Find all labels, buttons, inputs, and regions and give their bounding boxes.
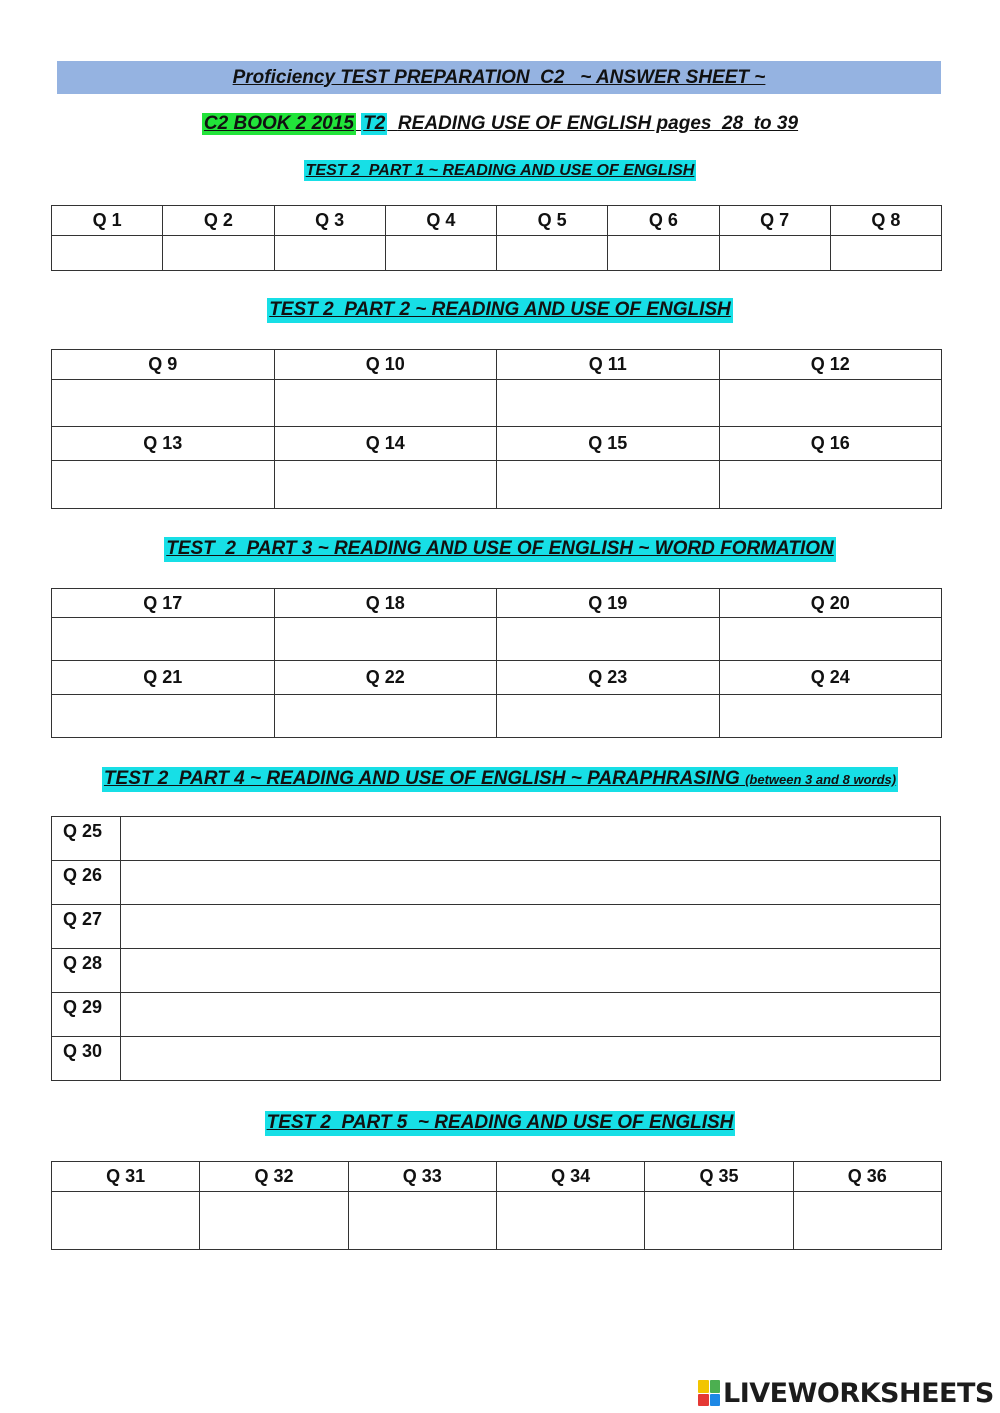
question-label: Q 14: [274, 427, 497, 461]
question-label: Q 35: [645, 1162, 793, 1192]
logo-square: [710, 1380, 721, 1393]
question-label: Q 17: [52, 589, 275, 618]
question-label: Q 13: [52, 427, 275, 461]
title-bar: [57, 61, 941, 94]
answer-cell[interactable]: [52, 380, 275, 427]
part3-heading: TEST 2 PART 3 ~ READING AND USE OF ENGLISH ~ WORD FORMATION: [164, 537, 836, 562]
answer-cell[interactable]: [719, 461, 942, 509]
question-label: Q 22: [274, 661, 497, 695]
question-label: Q 30: [52, 1037, 121, 1081]
question-label: Q 25: [52, 817, 121, 861]
part4-answer-table: [51, 816, 941, 1081]
question-label: Q 15: [497, 427, 720, 461]
test-label: T2: [363, 113, 386, 134]
question-label: Q 1: [52, 206, 163, 236]
answer-cell[interactable]: [52, 618, 275, 661]
part4-heading-text: TEST 2 PART 4 ~ READING AND USE OF ENGLISH ~ PARAPHRASING: [103, 768, 746, 789]
question-label: Q 16: [719, 427, 942, 461]
question-label: Q 27: [52, 905, 121, 949]
answer-cell[interactable]: [496, 1192, 644, 1250]
logo-square: [710, 1394, 721, 1407]
question-label: Q 23: [497, 661, 720, 695]
answer-line[interactable]: [121, 993, 941, 1037]
part2-answer-table: [51, 349, 942, 509]
answer-cell[interactable]: [830, 236, 941, 271]
answer-cell[interactable]: [52, 236, 163, 271]
question-label: Q 8: [830, 206, 941, 236]
liveworksheets-logo[interactable]: [698, 1376, 994, 1410]
answer-cell[interactable]: [52, 461, 275, 509]
answer-cell[interactable]: [274, 695, 497, 738]
answer-cell[interactable]: [274, 618, 497, 661]
question-label: Q 11: [497, 350, 720, 380]
subtitle-text: READING USE OF ENGLISH pages 28 to 39: [397, 113, 799, 134]
page-title: Proficiency TEST PREPARATION C2 ~ ANSWER SHEET ~: [232, 66, 766, 88]
part3-answer-table: [51, 588, 942, 738]
question-label: Q 32: [200, 1162, 348, 1192]
question-label: Q 33: [348, 1162, 496, 1192]
part1-heading: TEST 2 PART 1 ~ READING AND USE OF ENGLISH: [304, 160, 697, 181]
answer-cell[interactable]: [497, 461, 720, 509]
question-label: Q 5: [497, 206, 608, 236]
part5-answer-table: [51, 1161, 942, 1250]
answer-cell[interactable]: [497, 618, 720, 661]
answer-cell[interactable]: [719, 695, 942, 738]
question-label: Q 3: [274, 206, 385, 236]
question-label: Q 20: [719, 589, 942, 618]
question-label: Q 24: [719, 661, 942, 695]
answer-cell[interactable]: [719, 618, 942, 661]
question-label: Q 26: [52, 861, 121, 905]
question-label: Q 36: [793, 1162, 941, 1192]
answer-cell[interactable]: [274, 461, 497, 509]
question-label: Q 9: [52, 350, 275, 380]
question-label: Q 12: [719, 350, 942, 380]
logo-square: [698, 1380, 709, 1393]
question-label: Q 10: [274, 350, 497, 380]
answer-cell[interactable]: [719, 380, 942, 427]
answer-cell[interactable]: [52, 1192, 200, 1250]
answer-cell[interactable]: [52, 695, 275, 738]
question-label: Q 34: [496, 1162, 644, 1192]
answer-line[interactable]: [121, 861, 941, 905]
question-label: Q 6: [608, 206, 719, 236]
part4-heading-row: [0, 767, 1000, 792]
logo-icon: [698, 1380, 720, 1406]
part5-heading: TEST 2 PART 5 ~ READING AND USE OF ENGLISH: [265, 1111, 736, 1136]
answer-cell[interactable]: [385, 236, 496, 271]
answer-cell[interactable]: [497, 695, 720, 738]
logo-square: [698, 1394, 709, 1407]
answer-cell[interactable]: [348, 1192, 496, 1250]
question-label: Q 4: [385, 206, 496, 236]
answer-cell[interactable]: [274, 236, 385, 271]
answer-line[interactable]: [121, 905, 941, 949]
part5-heading-row: [0, 1111, 1000, 1136]
answer-line[interactable]: [121, 949, 941, 993]
subtitle: [0, 108, 1000, 140]
question-label: Q 18: [274, 589, 497, 618]
question-label: Q 31: [52, 1162, 200, 1192]
question-label: Q 29: [52, 993, 121, 1037]
answer-cell[interactable]: [793, 1192, 941, 1250]
part2-heading: TEST 2 PART 2 ~ READING AND USE OF ENGLISH: [267, 298, 733, 323]
answer-cell[interactable]: [497, 380, 720, 427]
logo-text: LIVEWORKSHEETS: [723, 1377, 994, 1409]
question-label: Q 2: [163, 206, 274, 236]
answer-line[interactable]: [121, 1037, 941, 1081]
answer-cell[interactable]: [274, 380, 497, 427]
answer-cell[interactable]: [719, 236, 830, 271]
answer-cell[interactable]: [497, 236, 608, 271]
part4-heading-note: (between 3 and 8 words): [745, 772, 897, 787]
question-label: Q 21: [52, 661, 275, 695]
question-label: Q 19: [497, 589, 720, 618]
book-label: C2 BOOK 2 2015: [203, 113, 354, 134]
answer-cell[interactable]: [200, 1192, 348, 1250]
answer-cell[interactable]: [608, 236, 719, 271]
part2-heading-row: [0, 298, 1000, 323]
answer-line[interactable]: [121, 817, 941, 861]
question-label: Q 28: [52, 949, 121, 993]
part1-answer-table: [51, 205, 942, 271]
part4-heading: [102, 767, 898, 792]
part1-heading-row: [0, 160, 1000, 181]
answer-cell[interactable]: [163, 236, 274, 271]
part3-heading-row: [0, 537, 1000, 562]
answer-cell[interactable]: [645, 1192, 793, 1250]
question-label: Q 7: [719, 206, 830, 236]
